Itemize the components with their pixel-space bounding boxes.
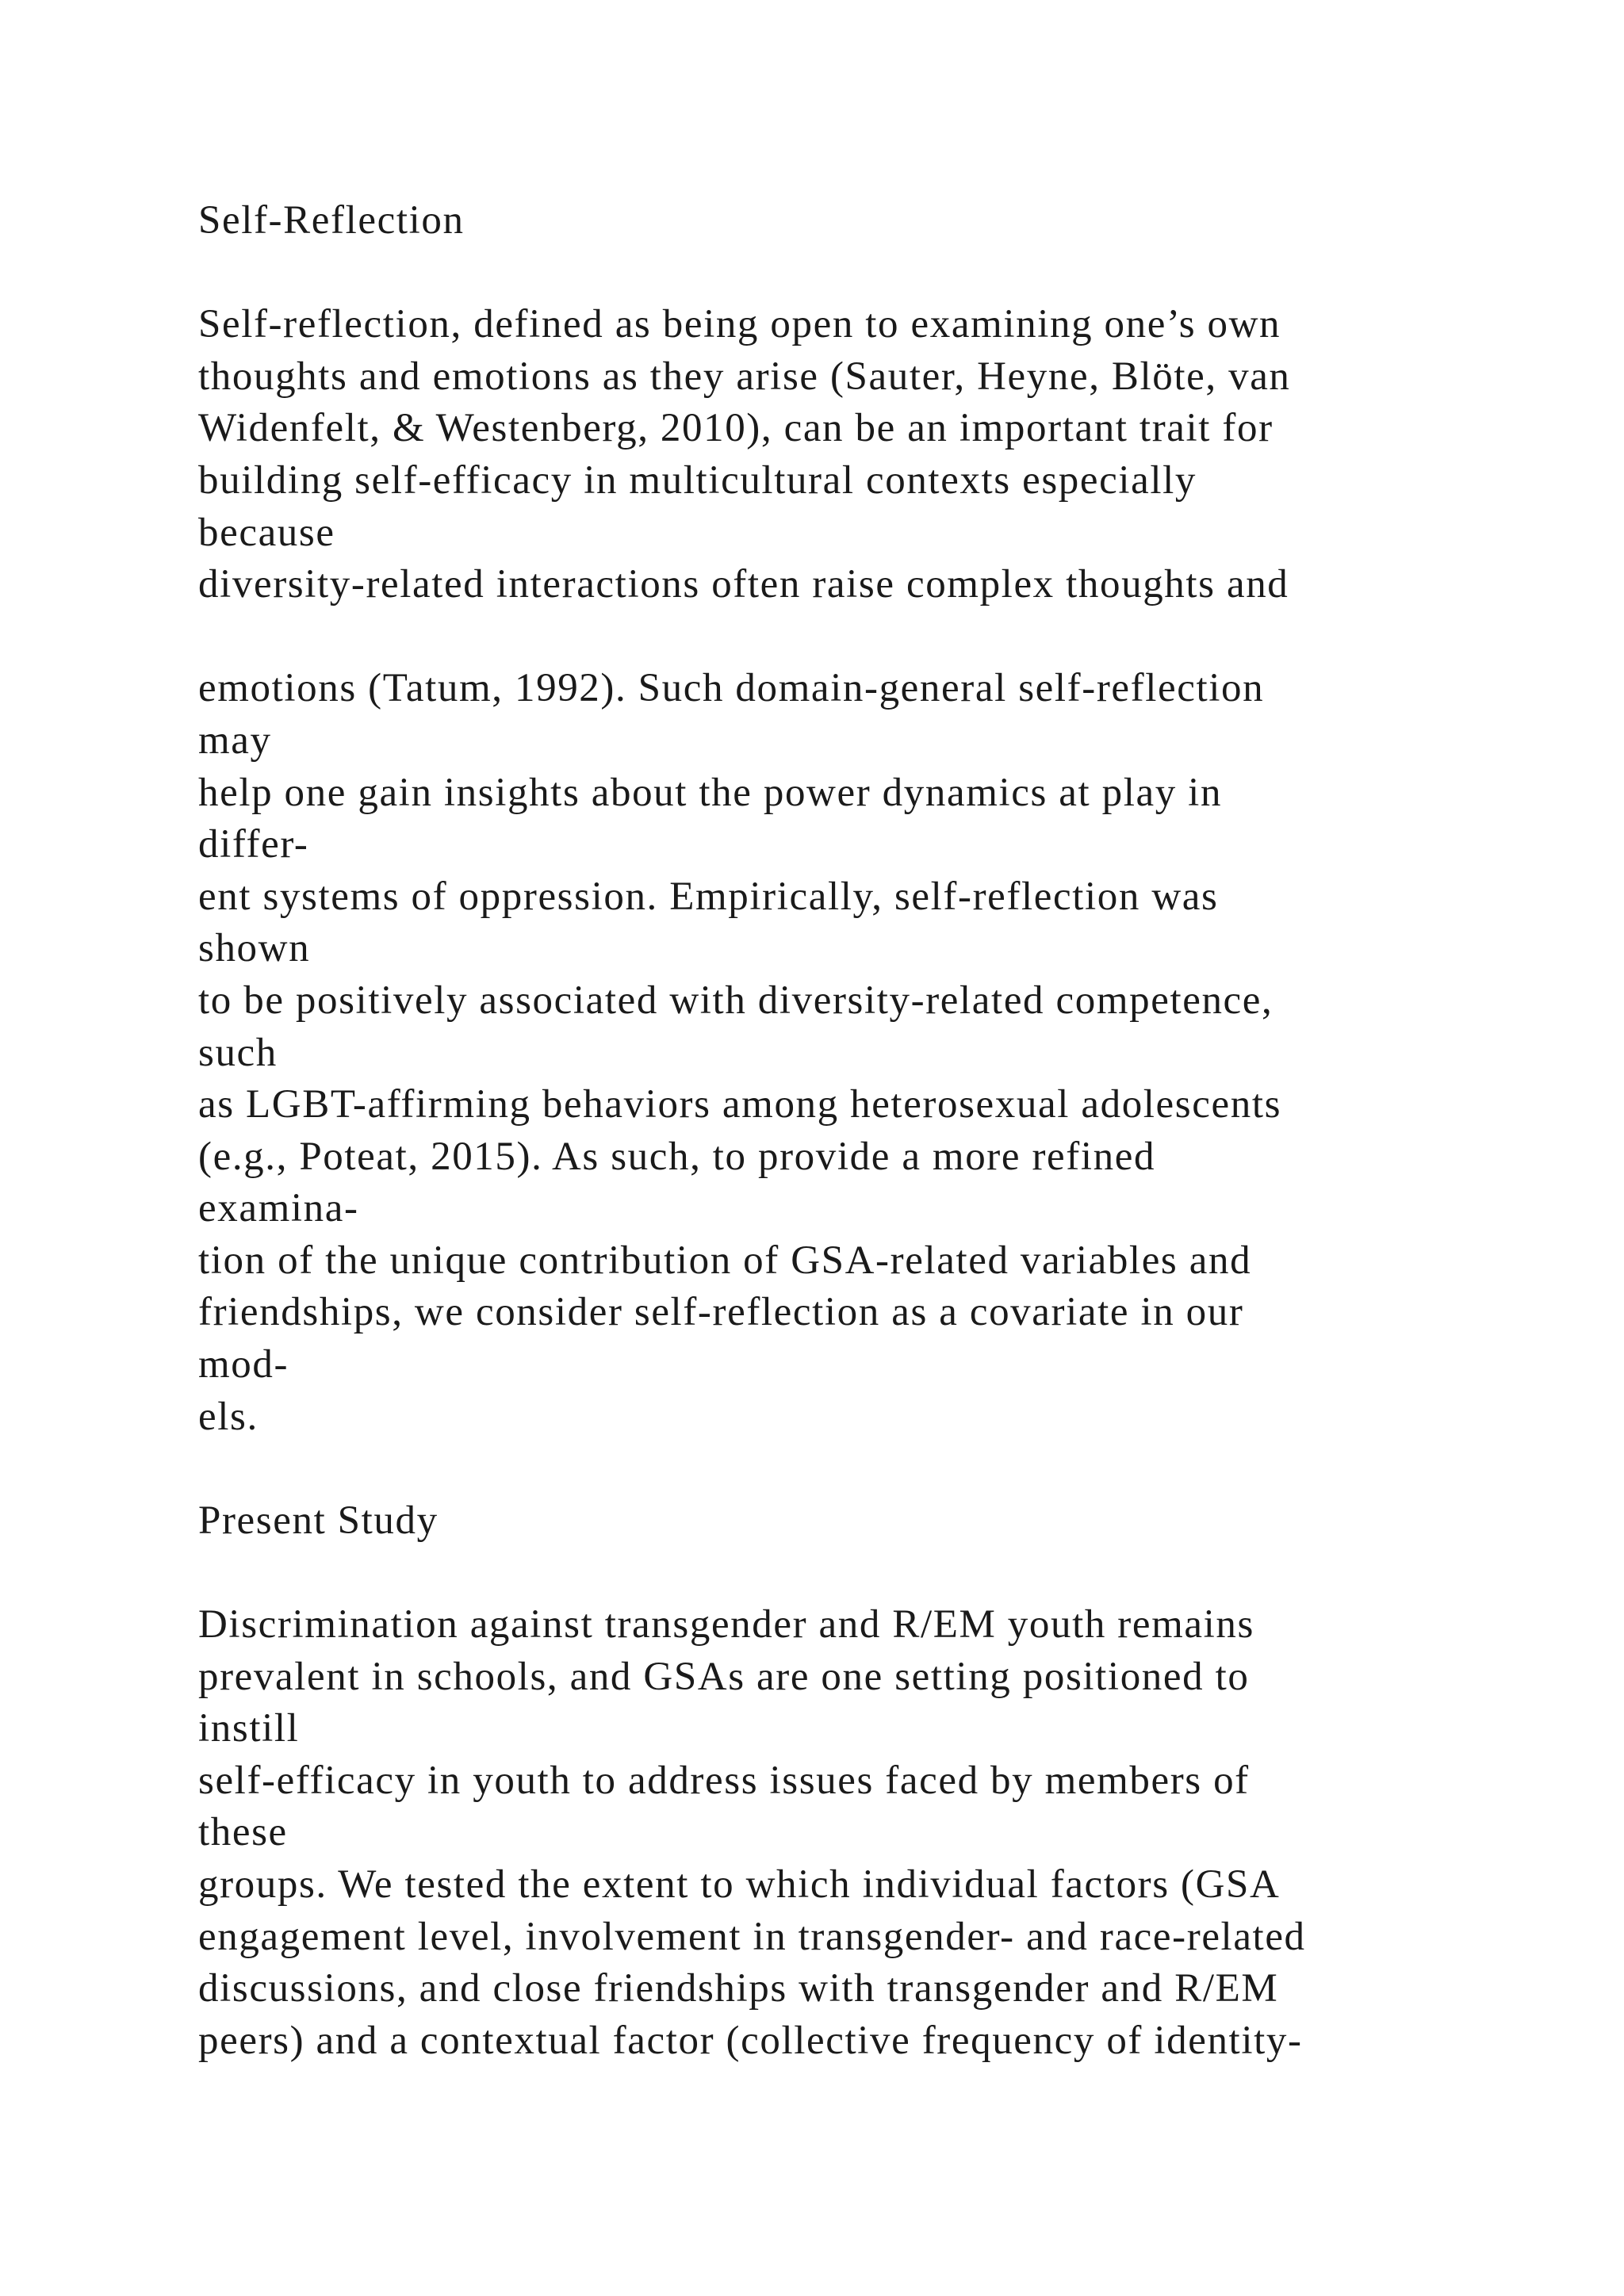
text-line: examina-: [198, 1186, 359, 1231]
text-line: engagement level, involvement in transgender- and race-related: [198, 1914, 1306, 1959]
text-line: instill: [198, 1706, 300, 1751]
paragraph-self-reflection: [198, 299, 1594, 1443]
text-line: friendships, we consider self-reflection as a covariate in our: [198, 1290, 1244, 1335]
text-line: shown: [198, 926, 311, 971]
section-heading-self-reflection: Self-Reflection: [198, 198, 465, 243]
document-text: [198, 195, 1594, 2067]
text-line: thoughts and emotions as they arise (Sauter, Heyne, Blöte, van: [198, 354, 1291, 399]
text-line: els.: [198, 1394, 259, 1439]
text-line: help one gain insights about the power dynamics at play in: [198, 770, 1223, 815]
text-line: as LGBT-affirming behaviors among heterosexual adolescents: [198, 1082, 1282, 1127]
text-line: these: [198, 1810, 288, 1855]
text-line: self-efficacy in youth to address issues faced by members of: [198, 1758, 1250, 1803]
text-line: Self-reflection, defined as being open to examining one’s own: [198, 302, 1281, 347]
text-line: tion of the unique contribution of GSA-related variables and: [198, 1238, 1252, 1283]
text-line: peers) and a contextual factor (collective frequency of identity-: [198, 2018, 1303, 2063]
spacer: [198, 247, 1594, 300]
text-line: building self-efficacy in multicultural contexts especially: [198, 457, 1197, 503]
text-line: Discrimination against transgender and R/EM youth remains: [198, 1602, 1254, 1647]
text-line: diversity-related interactions often raise complex thoughts and: [198, 562, 1289, 607]
text-line: such: [198, 1030, 278, 1075]
paragraph-present-study: [198, 1599, 1594, 2067]
text-line: [198, 611, 1594, 664]
spacer: [198, 1443, 1594, 1495]
text-line: groups. We tested the extent to which individual factors (GSA: [198, 1862, 1281, 1907]
text-line: prevalent in schools, and GSAs are one setting positioned to: [198, 1654, 1250, 1699]
text-line: to be positively associated with diversity-related competence,: [198, 978, 1274, 1023]
spacer: [198, 1547, 1594, 1599]
text-line: ent systems of oppression. Empirically, self-reflection was: [198, 874, 1219, 919]
text-line: discussions, and close friendships with transgender and R/EM: [198, 1966, 1279, 2011]
section-heading-present-study: Present Study: [198, 1498, 439, 1543]
text-line: emotions (Tatum, 1992). Such domain-general self-reflection: [198, 666, 1265, 711]
text-line: mod-: [198, 1342, 289, 1387]
text-line: (e.g., Poteat, 2015). As such, to provide a more refined: [198, 1134, 1156, 1179]
text-line: Widenfelt, & Westenberg, 2010), can be an important trait for: [198, 406, 1274, 451]
text-line: may: [198, 718, 272, 763]
text-line: differ-: [198, 822, 309, 867]
text-line: because: [198, 510, 335, 555]
